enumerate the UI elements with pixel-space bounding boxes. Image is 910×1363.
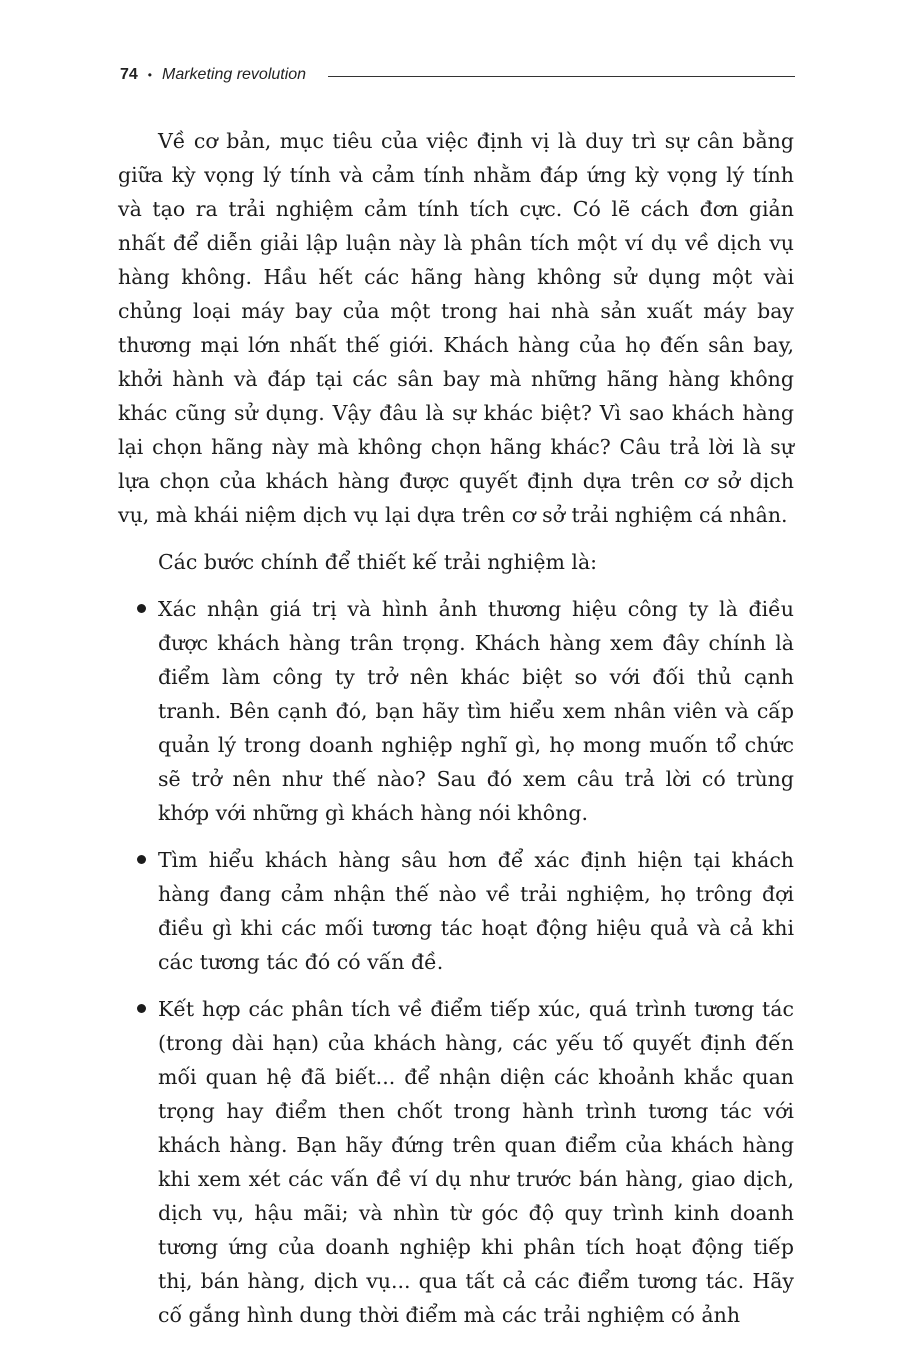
bullet-text: Tìm hiểu khách hàng sâu hơn để xác định hiện tại khách hàng đang cảm nhận thế nào về trải nghiệm, họ trông đợi điều gì khi các mối tương tác hoạt động hiệu quả và cả khi các tương tác đó có vấn đề. (158, 848, 794, 974)
page-number: 74 (120, 66, 138, 83)
bullet-item (118, 592, 794, 830)
bullet-dot (137, 604, 146, 613)
paragraph: Về cơ bản, mục tiêu của việc định vị là duy trì sự cân bằng giữa kỳ vọng lý tính và cảm tính nhằm đáp ứng kỳ vọng lý tính và tạo ra trải nghiệm cảm tính tích cực. Có lẽ cách đơn giản nhất để diễn giải lập luận này là phân tích một ví dụ về dịch vụ hàng không. Hầu hết các hãng hàng không sử dụng một vài chủng loại máy bay của một trong hai nhà sản xuất máy bay thương mại lớn nhất thế giới. Khách hàng của họ đến sân bay, khởi hành và đáp tại các sân bay mà những hãng hàng không khác cũng sử dụng. Vậy đâu là sự khác biệt? Vì sao khách hàng lại chọn hãng này mà không chọn hãng khác? Câu trả lời là sự lựa chọn của khách hàng được quyết định dựa trên cơ sở dịch vụ, mà khái niệm dịch vụ lại dựa trên cơ sở trải nghiệm cá nhân. (118, 129, 794, 527)
paragraph: Các bước chính để thiết kế trải nghiệm là: (158, 550, 598, 574)
page-header (120, 64, 795, 86)
bullet-list (118, 592, 794, 1332)
bullet-dot (137, 855, 146, 864)
bullet-text: Kết hợp các phân tích về điểm tiếp xúc, quá trình tương tác (trong dài hạn) của khách hàng, các yếu tố quyết định đến mối quan hệ đã biết... để nhận diện các khoảnh khắc quan trọng hay điểm then chốt trong hành trình tương tác với khách hàng. Bạn hãy đứng trên quan điểm của khách hàng khi xem xét các vấn đề ví dụ như trước bán hàng, giao dịch, dịch vụ, hậu mãi; và nhìn từ góc độ quy trình kinh doanh tương ứng của doanh nghiệp khi phân tích hoạt động tiếp thị, bán hàng, dịch vụ... qua tất cả các điểm tương tác. Hãy cố gắng hình dung thời điểm mà các trải nghiệm có ảnh (158, 997, 794, 1327)
header-separator: • (147, 68, 152, 82)
body-text (118, 124, 794, 1345)
running-title: Marketing revolution (162, 66, 307, 83)
bullet-item (118, 843, 794, 979)
bullet-dot (137, 1004, 146, 1013)
bullet-text: Xác nhận giá trị và hình ảnh thương hiệu công ty là điều được khách hàng trân trọng. Khách hàng xem đây chính là điểm làm công ty trở nên khác biệt so với đối thủ cạnh tranh. Bên cạnh đó, bạn hãy tìm hiểu xem nhân viên và cấp quản lý trong doanh nghiệp nghĩ gì, họ mong muốn tổ chức sẽ trở nên như thế nào? Sau đó xem câu trả lời có trùng khớp với những gì khách hàng nói không. (158, 597, 794, 825)
header-rule (328, 76, 795, 77)
bullet-item (118, 992, 794, 1332)
